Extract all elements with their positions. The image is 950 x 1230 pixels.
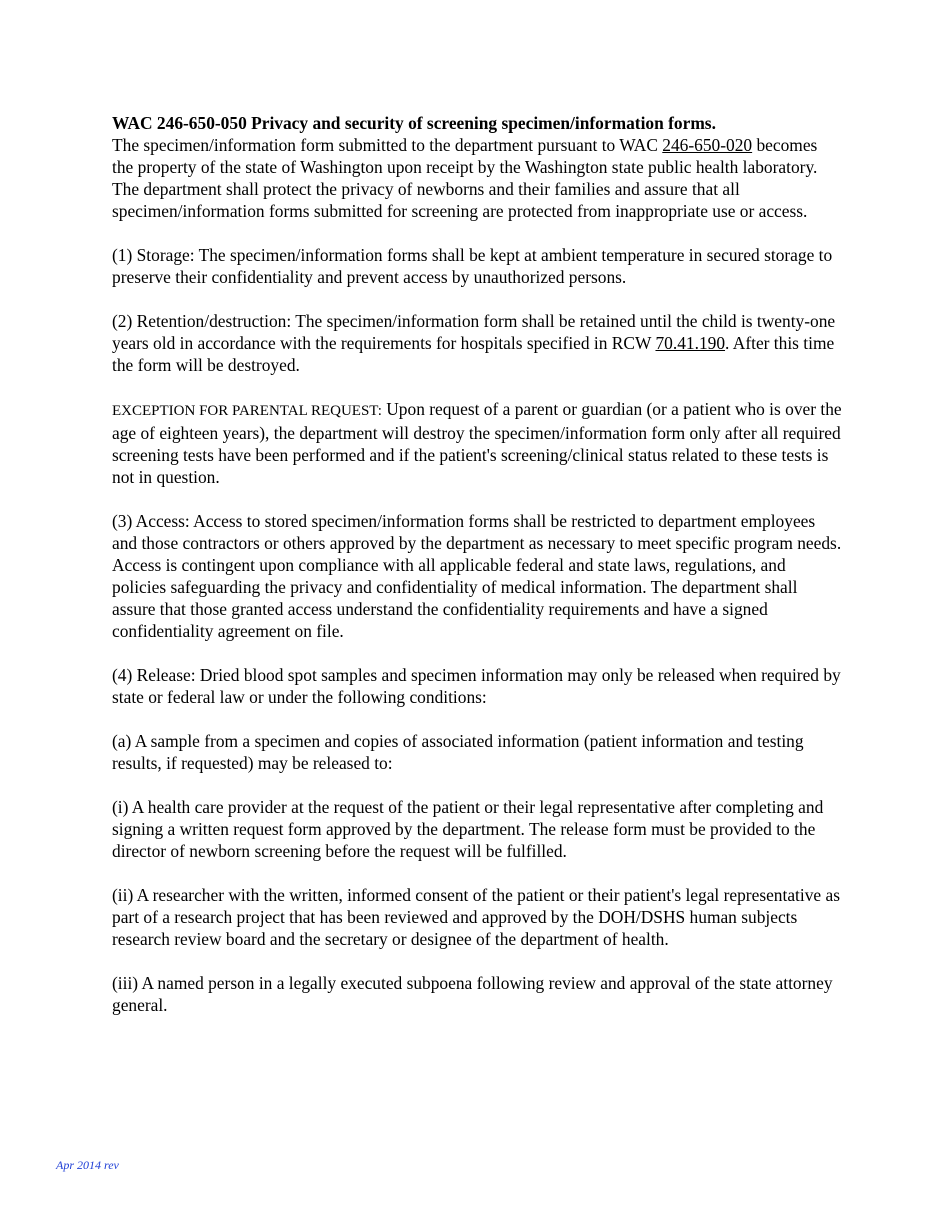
exception-paragraph: [112, 398, 842, 488]
section-intro: [112, 112, 842, 222]
intro-text-b: becomes the property of the state of Washington upon receipt by the Washington state public health laboratory. The department shall protect the privacy of newborns and their families and assure that all specimen/information forms submitted for screening are protected from inappropriate use or access.: [112, 135, 818, 221]
exception-text: Upon request of a parent or guardian (or a patient who is over the age of eighteen years), the department will destroy the specimen/information form only after all required screening tests have been performed and if the patient's screening/clinical status related to these tests is not in question.: [112, 399, 842, 487]
release-a-paragraph: (a) A sample from a specimen and copies of associated information (patient information and testing results, if requested) may be released to:: [112, 731, 804, 773]
retention-text-b: . After this time the form will be destroyed.: [112, 333, 835, 375]
retention-paragraph: [112, 310, 842, 376]
revision-footer: Apr 2014 rev: [56, 1158, 119, 1172]
section-title: WAC 246-650-050 Privacy and security of screening specimen/information forms.: [112, 113, 716, 133]
retention-text-a: (2) Retention/destruction: The specimen/information form shall be retained until the child is twenty-one years old in accordance with the requirements for hospitals specified in RCW: [112, 311, 836, 353]
release-paragraph: (4) Release: Dried blood spot samples and specimen information may only be released when required by state or federal law or under the following conditions:: [112, 665, 841, 707]
rcw-70-41-190-link[interactable]: 70.41.190: [655, 333, 726, 353]
storage-paragraph: (1) Storage: The specimen/information forms shall be kept at ambient temperature in secured storage to preserve their confidentiality and prevent access by unauthorized persons.: [112, 245, 833, 287]
exception-label: EXCEPTION FOR PARENTAL REQUEST:: [112, 403, 382, 419]
release-iii-paragraph: (iii) A named person in a legally executed subpoena following review and approval of the state attorney general.: [112, 973, 833, 1015]
intro-text-a: The specimen/information form submitted to the department pursuant to WAC: [112, 135, 663, 155]
release-i-paragraph: (i) A health care provider at the request of the patient or their legal representative after completing and signing a written request form approved by the department. The release form must be provided to the director of newborn screening before the request will be fulfilled.: [112, 797, 824, 861]
document-body: [112, 112, 842, 1038]
access-paragraph: (3) Access: Access to stored specimen/information forms shall be restricted to department employees and those contractors or others approved by the department as necessary to meet specific program needs. Access is contingent upon compliance with all applicable federal and state laws, regulations, and policies safeguarding the privacy and confidentiality of medical information. The department shall assure that those granted access understand the confidentiality requirements and have a signed confidentiality agreement on file.: [112, 511, 842, 641]
release-ii-paragraph: (ii) A researcher with the written, informed consent of the patient or their patient's legal representative as part of a research project that has been reviewed and approved by the DOH/DSHS human subjects research review board and the secretary or designee of the department of health.: [112, 885, 840, 949]
wac-246-650-020-link[interactable]: 246-650-020: [662, 135, 753, 155]
